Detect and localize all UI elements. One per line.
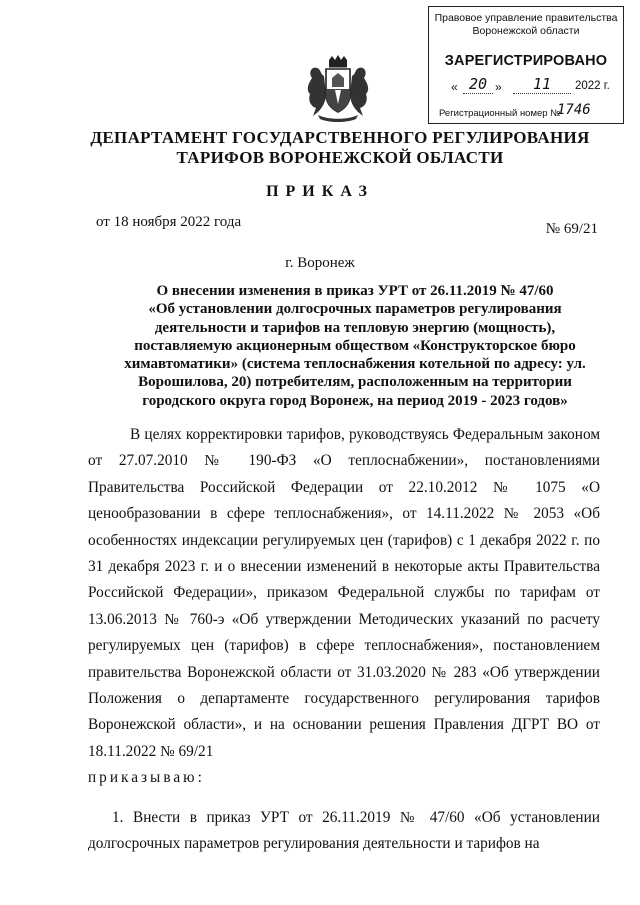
document-type: ПРИКАЗ <box>266 183 374 200</box>
document-number: № 69/21 <box>545 221 598 237</box>
order-item-1-text: 1. Внести в приказ УРТ от 26.11.2019 № 47/60 «Об установлении долгосрочных параметров регулирования деятельности и тарифов на <box>88 809 600 853</box>
stamp-number-label: Регистрационный номер № <box>439 108 561 119</box>
title-line: Ворошилова, 20) потребителям, расположенным на территории <box>138 374 572 391</box>
stamp-registered: ЗАРЕГИСТРИРОВАНО <box>444 53 608 69</box>
department-name-line1: ДЕПАРТАМЕНТ ГОСУДАРСТВЕННОГО РЕГУЛИРОВАНИЯ <box>90 128 590 147</box>
order-word: приказываю: <box>88 769 205 786</box>
stamp-quote-close: » <box>495 80 502 94</box>
stamp-org-line1: Правовое управление правительства <box>434 12 618 24</box>
title-line: «Об установлении долгосрочных параметров регулирования <box>148 301 562 318</box>
stamp-day: 20 <box>463 75 493 94</box>
voronezh-coat-of-arms-icon <box>302 54 374 124</box>
stamp-year: 2022 г. <box>575 80 610 92</box>
stamp-organization <box>429 12 623 38</box>
title-line: химавтоматики» (система теплоснабжения котельной по адресу: ул. <box>124 356 586 373</box>
document-date: от 18 ноября 2022 года <box>96 214 242 230</box>
stamp-quote-open: « <box>451 80 458 94</box>
department-name-line2: ТАРИФОВ ВОРОНЕЖСКОЙ ОБЛАСТИ <box>176 148 504 167</box>
title-line: О внесении изменения в приказ УРТ от 26.11.2019 № 47/60 <box>156 283 554 299</box>
title-line: деятельности и тарифов на тепловую энергию (мощность), <box>154 319 556 336</box>
stamp-month: 11 <box>513 75 571 94</box>
preamble-paragraph: В целях корректировки тарифов, руководствуясь Федеральным законом от 27.07.2010 № 190-ФЗ «О теплоснабжении», постановлениями Правительства Российской Федерации от 22.10.2012 № 1075 «О ценообразовании в сфере теплоснабжения», от 14.11.2022 № 2053 «Об особенностях индексации регулируемых цен (тарифов) с 1 декабря 2022 г. по 31 декабря 2023 г. и о внесении изменений в некоторые акты Правительства Российской Федерации», приказом Федеральной службы по тарифам от 13.06.2013 № 760-э «Об утверждении Методических указаний по расчету регулируемых цен (тарифов) в сфере теплоснабжения», постановлением правительства Воронежской области от 31.03.2020 № 283 «Об утверждении Положения о департаменте государственного регулирования тарифов Воронежской области», и на основании решения Правления ДГРТ ВО от 18.11.2022 № 69/21 <box>88 426 600 760</box>
title-line: поставляемую акционерным обществом «Конструкторское бюро <box>134 337 576 354</box>
order-item-1 <box>88 805 600 858</box>
stamp-number-value: 1746 <box>557 102 591 118</box>
document-title <box>100 282 610 410</box>
registration-stamp <box>428 6 624 124</box>
stamp-org-line2: Воронежской области <box>472 25 580 37</box>
document-body <box>88 422 600 765</box>
stamp-number-row <box>439 102 621 121</box>
document-city: г. Воронеж <box>285 255 355 271</box>
title-line: городского округа город Воронеж, на период 2019 - 2023 годов» <box>142 392 568 409</box>
stamp-date <box>451 77 619 99</box>
